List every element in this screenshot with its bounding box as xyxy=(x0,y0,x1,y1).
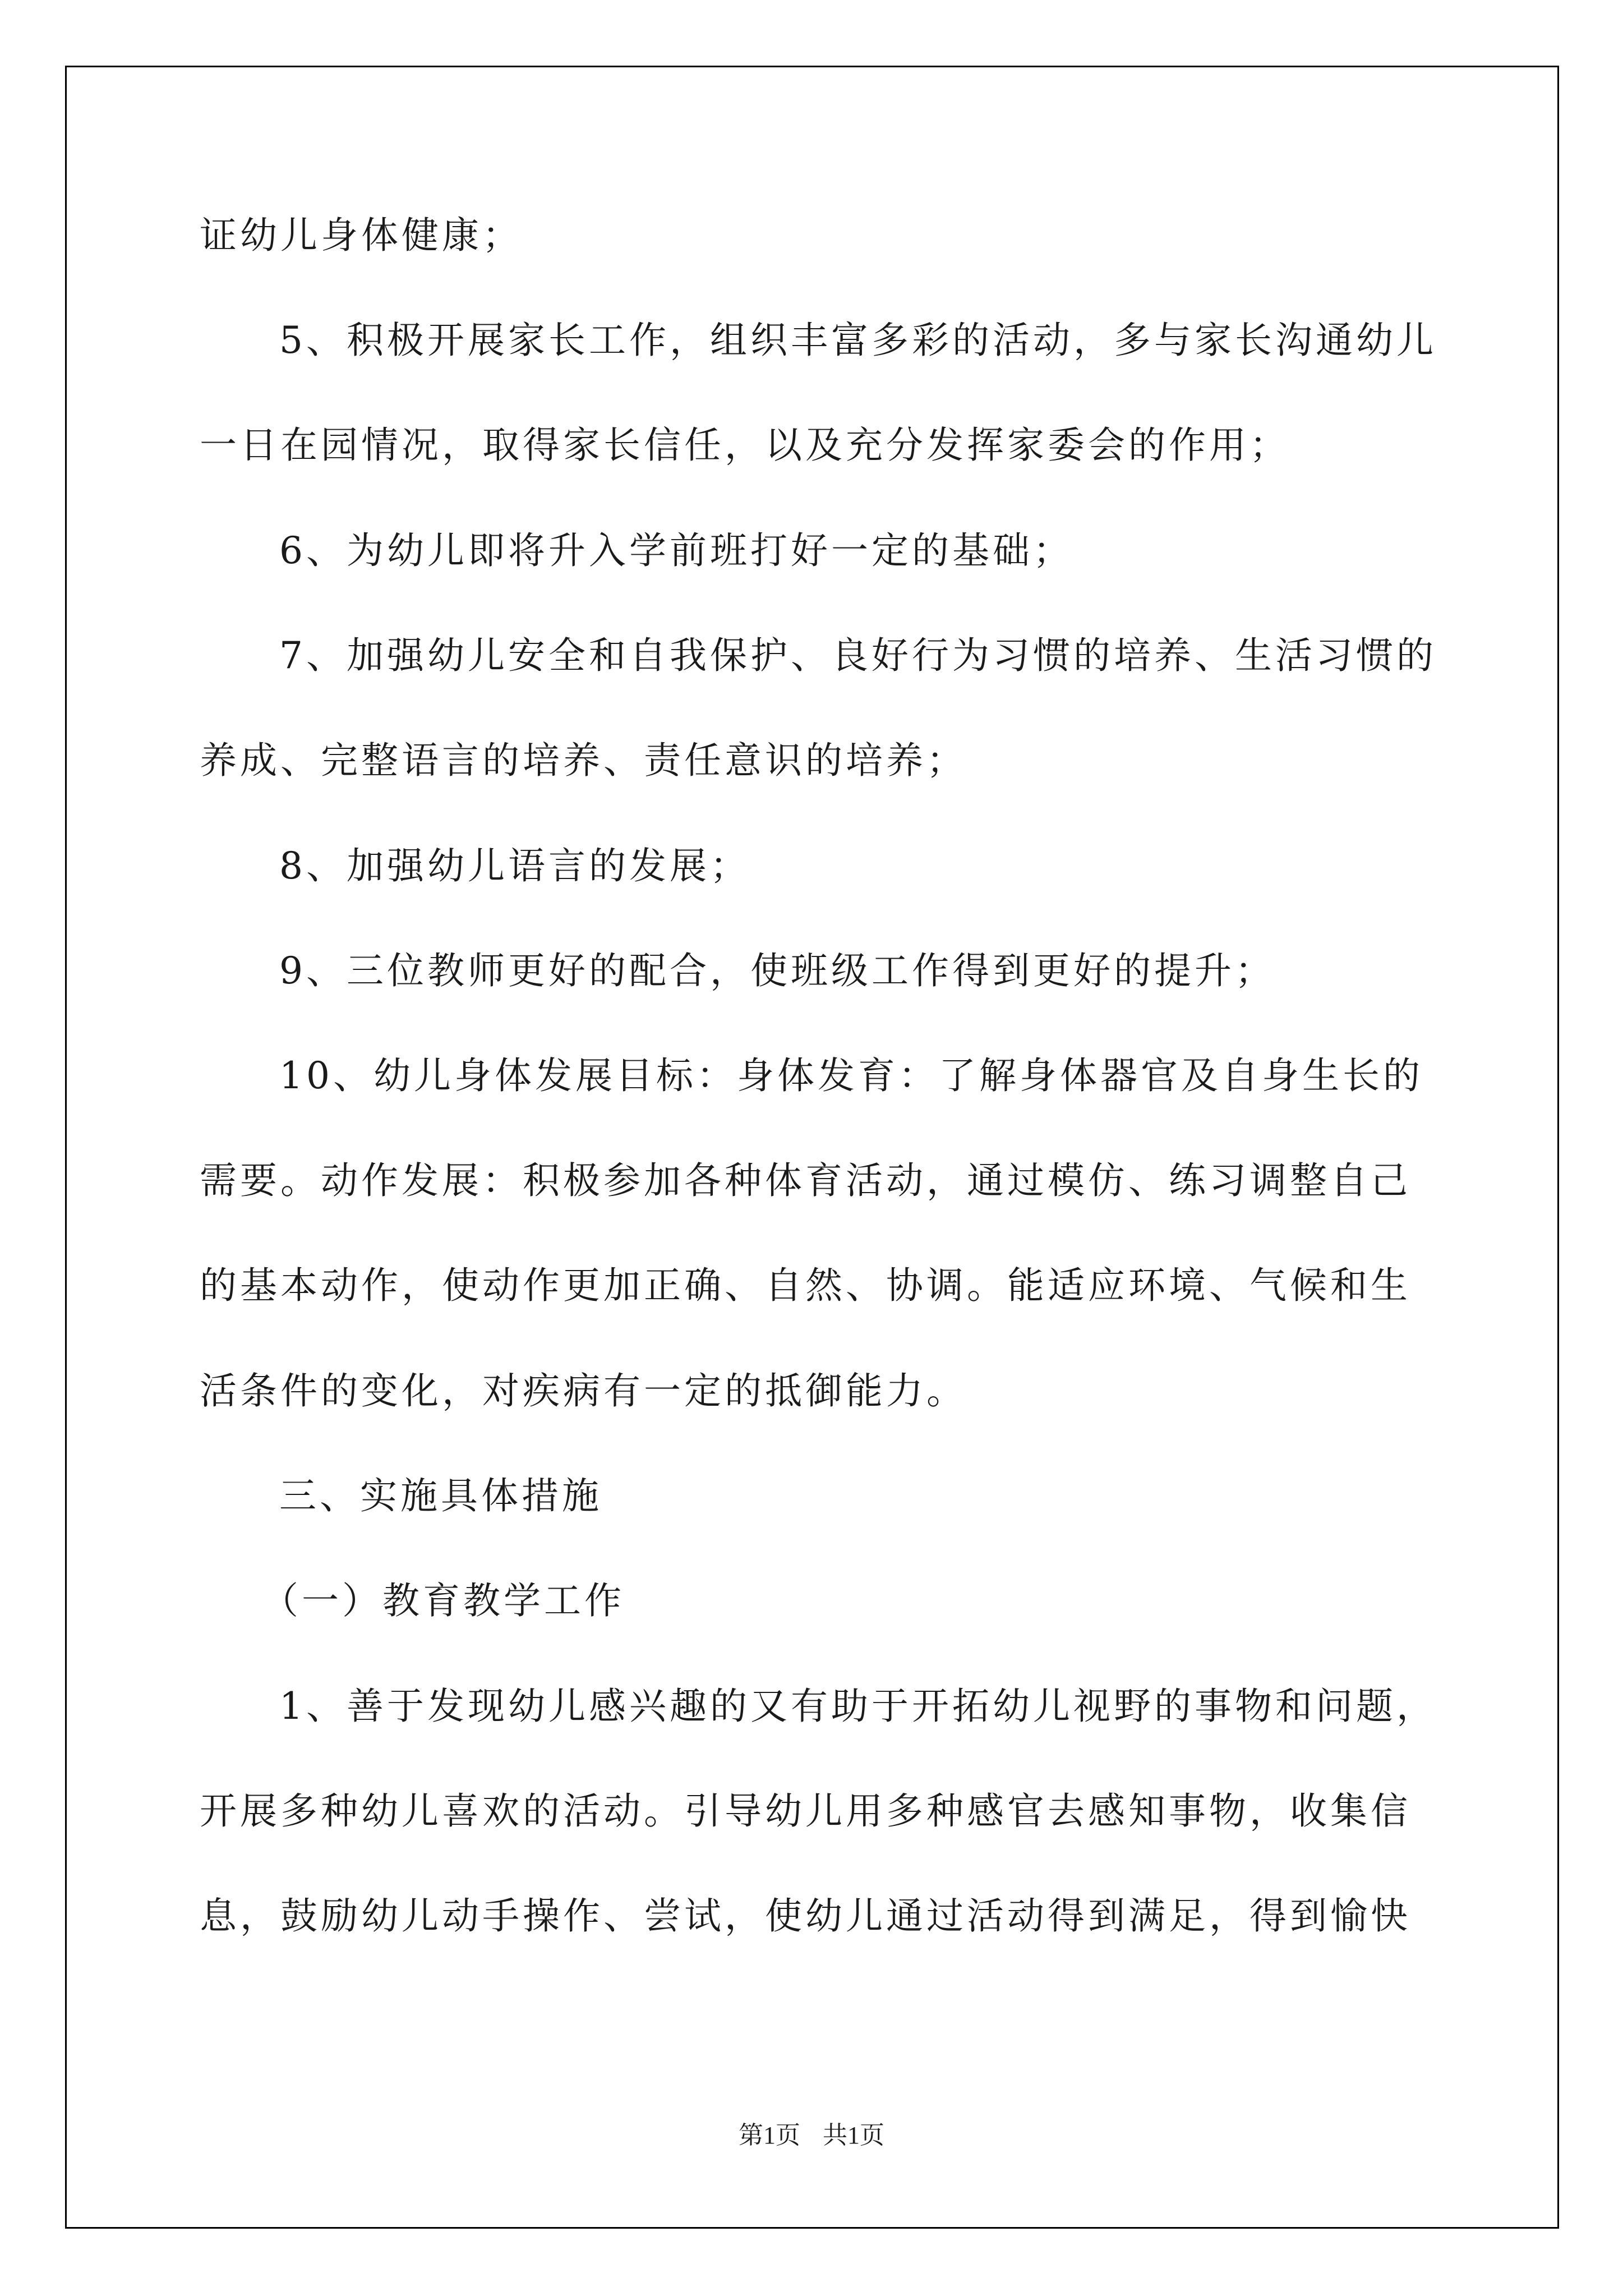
text-line: 6、为幼儿即将升入学前班打好一定的基础； xyxy=(279,529,1073,572)
text-line: 养成、完整语言的培养、责任意识的培养； xyxy=(200,739,967,782)
page-number: 第1页 xyxy=(739,2122,800,2149)
text-line: 活条件的变化，对疾病有一定的抵御能力。 xyxy=(200,1369,967,1412)
text-line: 一日在园情况，取得家长信任，以及充分发挥家委会的作用； xyxy=(200,424,1290,467)
page-footer xyxy=(0,2115,1623,2151)
text-line: 9、三位教师更好的配合，使班级工作得到更好的提升； xyxy=(279,949,1275,992)
text-line: 8、加强幼儿语言的发展； xyxy=(279,844,750,887)
subsection-heading: （一）教育教学工作 xyxy=(261,1579,625,1622)
section-heading: 三、实施具体措施 xyxy=(279,1474,602,1517)
text-line: 1、善于发现幼儿感兴趣的又有助于开拓幼儿视野的事物和问题， xyxy=(279,1685,1437,1728)
text-line: 5、积极开展家长工作，组织丰富多彩的活动，多与家长沟通幼儿 xyxy=(279,319,1437,362)
text-line: 息，鼓励幼儿动手操作、尝试，使幼儿通过活动得到满足，得到愉快 xyxy=(200,1894,1411,1938)
text-line: 的基本动作，使动作更加正确、自然、协调。能适应环境、气候和生 xyxy=(200,1264,1411,1307)
text-line: 10、幼儿身体发展目标：身体发育：了解身体器官及自身生长的 xyxy=(279,1054,1423,1097)
text-line: 需要。动作发展：积极参加各种体育活动，通过模仿、练习调整自己 xyxy=(200,1159,1411,1202)
text-line: 7、加强幼儿安全和自我保护、良好行为习惯的培养、生活习惯的 xyxy=(279,634,1437,677)
text-line: 证幼儿身体健康； xyxy=(200,214,523,257)
text-line: 开展多种幼儿喜欢的活动。引导幼儿用多种感官去感知事物，收集信 xyxy=(200,1789,1411,1833)
page-total: 共1页 xyxy=(823,2122,884,2149)
